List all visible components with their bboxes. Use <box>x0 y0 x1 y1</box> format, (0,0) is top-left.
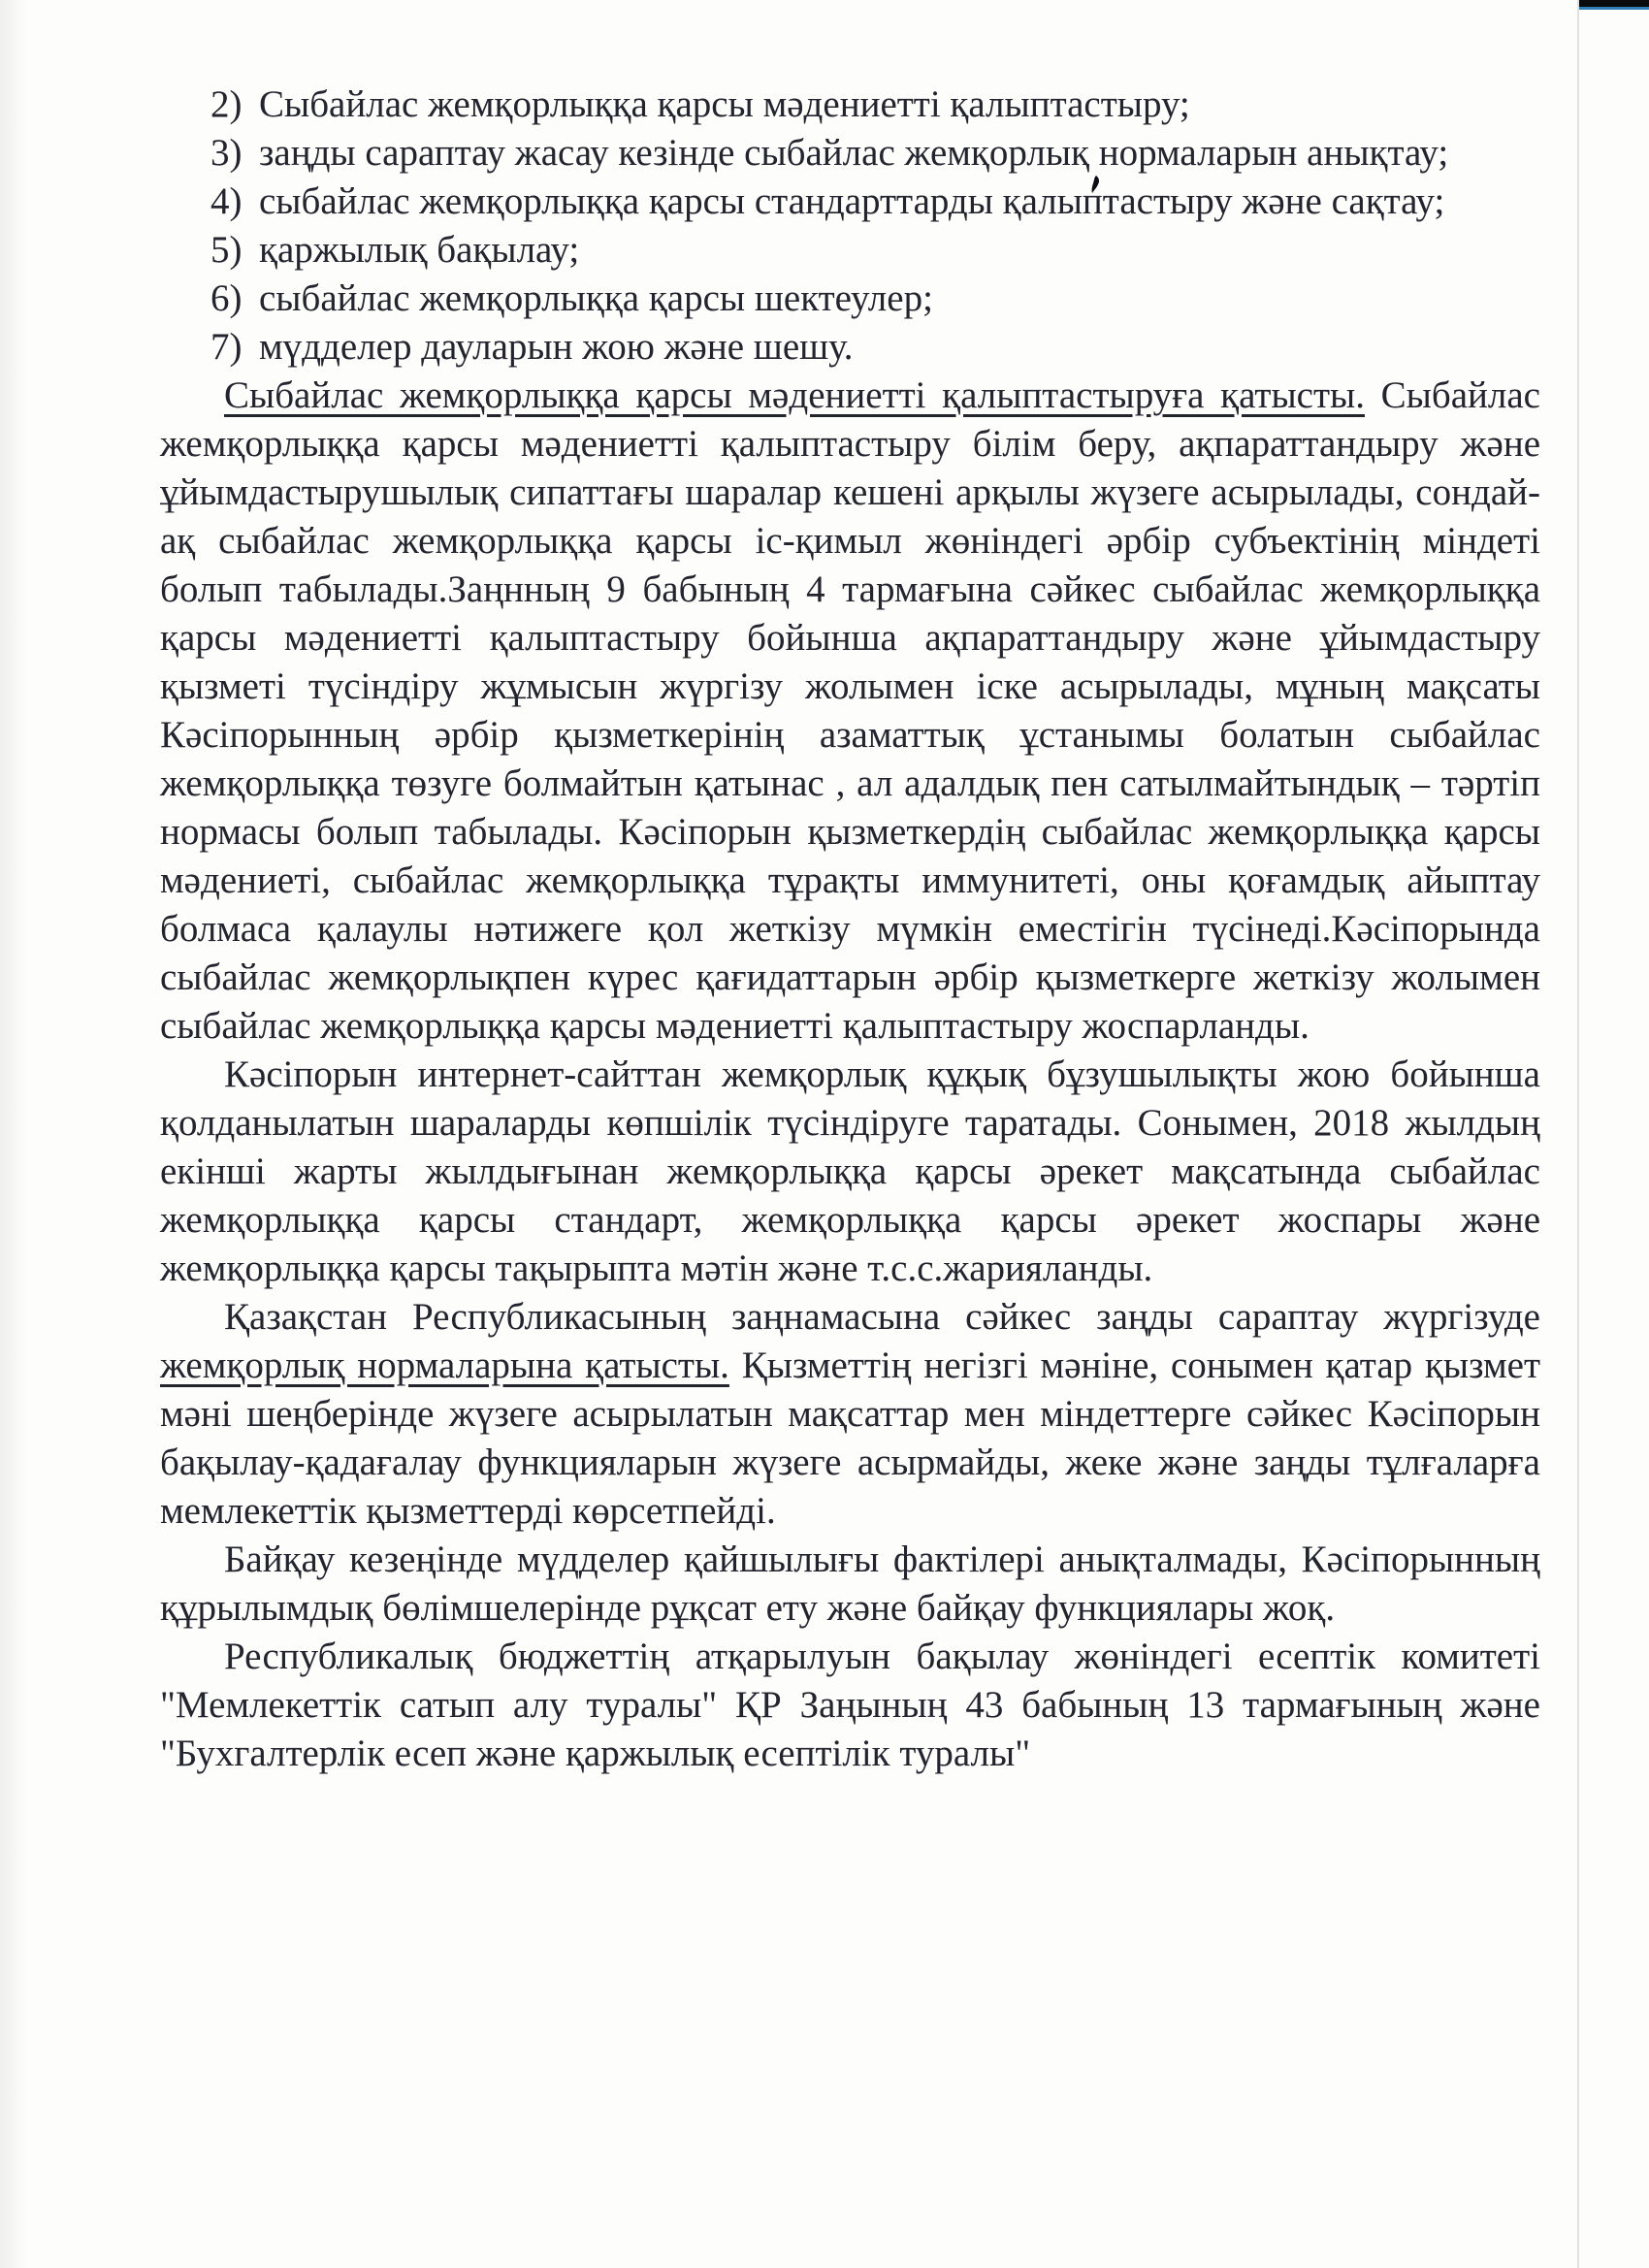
text-run: Кәсіпорын интернет-сайттан жемқорлық құқық бұзушылықты жою бойынша қолданылатын шараларды көпшілік түсіндіруге таратады. Сонымен, 2018 жылдың екінші жарты жылдығынан жемқорлыққа қарсы әрекет мақсатында сыбайлас жемқорлыққа қарсы стандарт, жемқорлыққа қарсы әрекет жоспары және жемқорлыққа қарсы тақырыпта мәтін және т.с.с.жарияланды. <box>160 1053 1540 1289</box>
list-item-text: заңды сараптау жасау кезінде сыбайлас жемқорлық нормаларын анықтау; <box>259 132 1449 174</box>
list-item-text: Сыбайлас жемқорлыққа қарсы мәдениетті қалыптастыру; <box>259 83 1190 125</box>
text-run: Қызметтің негізгі мәніне, сонымен қатар қызмет мәні шеңберінде жүзеге асырылатын мақсаттар мен міндеттерге сәйкес Кәсіпорын бақылау-қадағалау функцияларын жүзеге асырмайды, жеке және заңды тұлғаларға мемлекеттік қызметтерді көрсетпейді. <box>160 1345 1540 1532</box>
paragraphs <box>160 372 1540 1778</box>
list-item-text: сыбайлас жемқорлыққа қарсы стандарттарды қалыптастыру және сақтау; <box>259 180 1445 222</box>
paragraph <box>160 1633 1540 1778</box>
text-run: Қазақстан Республикасының заңнамасына сәйкес заңды сараптау жүргізуде <box>224 1296 1540 1338</box>
text-run: Байқау кезеңінде мүдделер қайшылығы фактілері анықталмады, Кәсіпорынның құрылымдық бөлімшелерінде рұқсат ету және байқау функциялары жоқ. <box>160 1539 1540 1629</box>
list-item <box>210 323 1540 372</box>
paragraph <box>160 372 1540 1051</box>
numbered-list <box>160 81 1540 372</box>
list-item-number: 6) <box>210 277 242 319</box>
scan-artifact-blue-line <box>1579 7 1649 10</box>
list-item-text: сыбайлас жемқорлыққа қарсы шектеулер; <box>259 277 933 319</box>
list-item-text: қаржылық бақылау; <box>259 229 580 271</box>
text-run: Сыбайлас жемқорлыққа қарсы мәдениетті қалыптастыру білім беру, ақпараттандыру және ұйымдастырушылық сипаттағы шаралар кешені арқылы жүзеге асырылады, сондай-ақ сыбайлас жемқорлыққа қарсы іс-қимыл жөніндегі әрбір субъектінің міндеті болып табылады.Заңнның 9 бабының 4 тармағына сәйкес сыбайлас жемқорлыққа қарсы мәдениетті қалыптастыру бойынша ақпараттандыру және ұйымдастыру қызметі түсіндіру жұмысын жүргізу жолымен іске асырылады, мұның мақсаты Кәсіпорынның әрбір қызметкерінің азаматтық ұстанымы болатын сыбайлас жемқорлыққа төзуге болмайтын қатынас , ал адалдық пен сатылмайтындық – тәртіп нормасы болып табылады. Кәсіпорын қызметкердің сыбайлас жемқорлыққа қарсы мәдениеті, сыбайлас жемқорлыққа тұрақты иммунитеті, оны қоғамдық айыптау болмаса қалаулы нәтижеге қол жеткізу мүмкін еместігін түсінеді.Кәсіпорында сыбайлас жемқорлықпен күрес қағидаттарын әрбір қызметкерге жеткізу жолымен сыбайлас жемқорлыққа қарсы мәдениетті қалыптастыру жоспарланды. <box>160 374 1540 1047</box>
list-item-number: 2) <box>210 83 242 125</box>
list-item-number: 7) <box>210 326 242 368</box>
list-item <box>210 129 1540 178</box>
list-item-number: 3) <box>210 132 242 174</box>
scan-edge-shading <box>0 0 27 2268</box>
underlined-phrase: Сыбайлас жемқорлыққа қарсы мәдениетті қалыптастыруға қатысты. <box>224 374 1365 416</box>
list-item <box>210 81 1540 129</box>
list-item <box>210 226 1540 275</box>
list-item-number: 5) <box>210 229 242 271</box>
scan-artifact-black-strip <box>1579 0 1649 7</box>
paragraph <box>160 1293 1540 1536</box>
list-item-number: 4) <box>210 180 242 222</box>
list-item <box>210 275 1540 323</box>
document-content <box>160 81 1540 1778</box>
text-run: Республикалық бюджеттің атқарылуын бақылау жөніндегі есептік комитеті "Мемлекеттік сатып алу туралы" ҚР Заңының 43 бабының 13 тармағының және "Бухгалтерлік есеп және қаржылық есептілік туралы" <box>160 1636 1540 1774</box>
paragraph <box>160 1536 1540 1633</box>
list-item-text: мүдделер дауларын жою және шешу. <box>259 326 854 368</box>
underlined-phrase: жемқорлық нормаларына қатысты. <box>160 1345 729 1386</box>
scan-fold-line <box>1577 0 1579 2268</box>
paragraph <box>160 1051 1540 1293</box>
list-item <box>210 178 1540 226</box>
